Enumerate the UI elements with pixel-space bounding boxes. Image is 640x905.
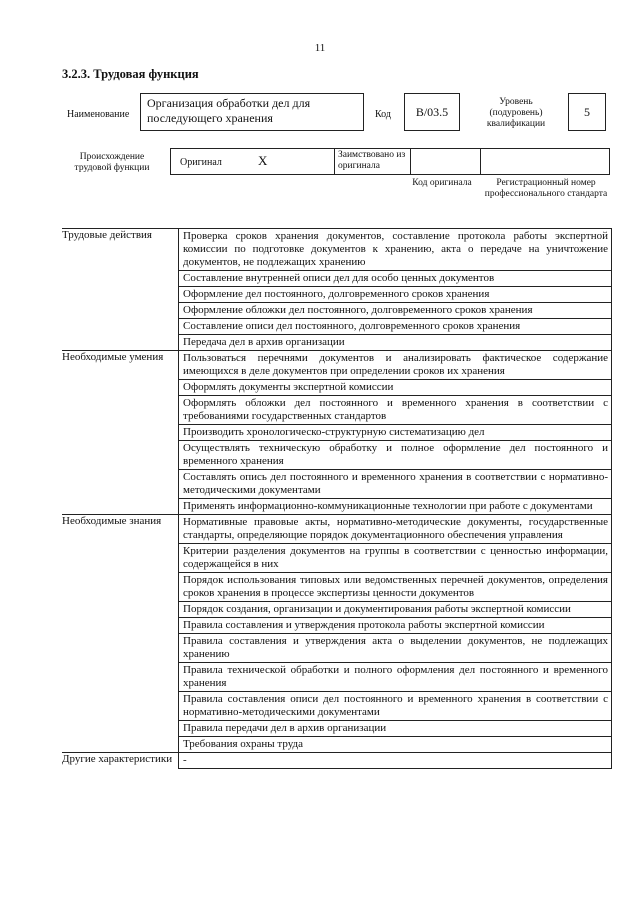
page-number: 11 [314, 42, 326, 54]
table-cell: Осуществлять техническую обработку и полное оформление дел постоянного и временного хранения [179, 441, 612, 470]
reg-number-caption: Регистрационный номер профессионального стандарта [484, 178, 608, 199]
function-table [62, 228, 612, 769]
code-value: B/03.5 [404, 93, 460, 131]
level-label: Уровень (подуровень) квалификации [486, 97, 546, 129]
section-heading: Трудовые действия [62, 229, 179, 351]
table-cell: Оформление дел постоянного, долговременного сроков хранения [179, 287, 612, 303]
table-cell: Нормативные правовые акты, нормативно-методические документы, государственные стандарты, определяющие порядок документационного обеспечения управления [179, 515, 612, 544]
table-cell: Оформлять обложки дел постоянного и временного хранения в соответствии с требованиями государственных стандартов [179, 396, 612, 425]
table-row [62, 351, 612, 380]
level-value: 5 [568, 93, 606, 131]
table-cell: Порядок создания, организации и документирования работы экспертной комиссии [179, 602, 612, 618]
table-cell: Требования охраны труда [179, 737, 612, 753]
table-cell: - [179, 753, 612, 769]
table-cell: Правила составления и утверждения акта о выделении документов, не подлежащих хранению [179, 634, 612, 663]
table-cell: Составление описи дел постоянного, долговременного сроков хранения [179, 319, 612, 335]
table-cell: Проверка сроков хранения документов, составление протокола работы экспертной комиссии по подготовке документов к хранению, акта о передаче на уничтожение документов, не подлежащих хранению [179, 229, 612, 271]
table-cell: Применять информационно-коммуникационные технологии при работе с документами [179, 499, 612, 515]
table-cell: Правила передачи дел в архив организации [179, 721, 612, 737]
section-heading: Другие характеристики [62, 753, 179, 769]
table-cell: Передача дел в архив организации [179, 335, 612, 351]
table-cell: Пользоваться перечнями документов и анализировать фактическое содержание имеющихся в деле документов при определении сроков их хранения [179, 351, 612, 380]
table-cell: Оформлять документы экспертной комиссии [179, 380, 612, 396]
section-title: 3.2.3. Трудовая функция [62, 67, 199, 81]
table-row [62, 229, 612, 271]
table-cell: Правила технической обработки и полного оформления дел постоянного и временного хранения [179, 663, 612, 692]
table-cell: Составление внутренней описи дел для особо ценных документов [179, 271, 612, 287]
original-mark: X [258, 153, 268, 168]
table-row [62, 515, 612, 544]
table-cell: Правила составления описи дел постоянного и временного хранения в соответствии с нормативно-методическими документами [179, 692, 612, 721]
origin-label: Происхождение трудовой функции [74, 152, 150, 173]
code-original-caption: Код оригинала [412, 178, 472, 188]
table-row [62, 753, 612, 769]
function-name: Организация обработки дел для последующего хранения [140, 93, 364, 131]
table-cell: Производить хронологическо-структурную систематизацию дел [179, 425, 612, 441]
table-cell: Оформление обложки дел постоянного, долговременного сроков хранения [179, 303, 612, 319]
original-label: Оригинал [180, 157, 222, 168]
table-cell: Составлять опись дел постоянного и временного хранения в соответствии с нормативно-методическими документами [179, 470, 612, 499]
section-heading: Необходимые знания [62, 515, 179, 753]
name-label: Наименование [67, 109, 130, 120]
table-cell: Правила составления и утверждения протокола работы экспертной комиссии [179, 618, 612, 634]
section-heading: Необходимые умения [62, 351, 179, 515]
borrowed-label: Заимствовано из оригинала [338, 150, 406, 171]
code-label: Код [375, 109, 391, 120]
table-cell: Порядок использования типовых или ведомственных перечней документов, определения сроков хранения в процессе экспертизы ценности документов [179, 573, 612, 602]
table-cell: Критерии разделения документов на группы в соответствии с ценностью информации, содержащейся в них [179, 544, 612, 573]
